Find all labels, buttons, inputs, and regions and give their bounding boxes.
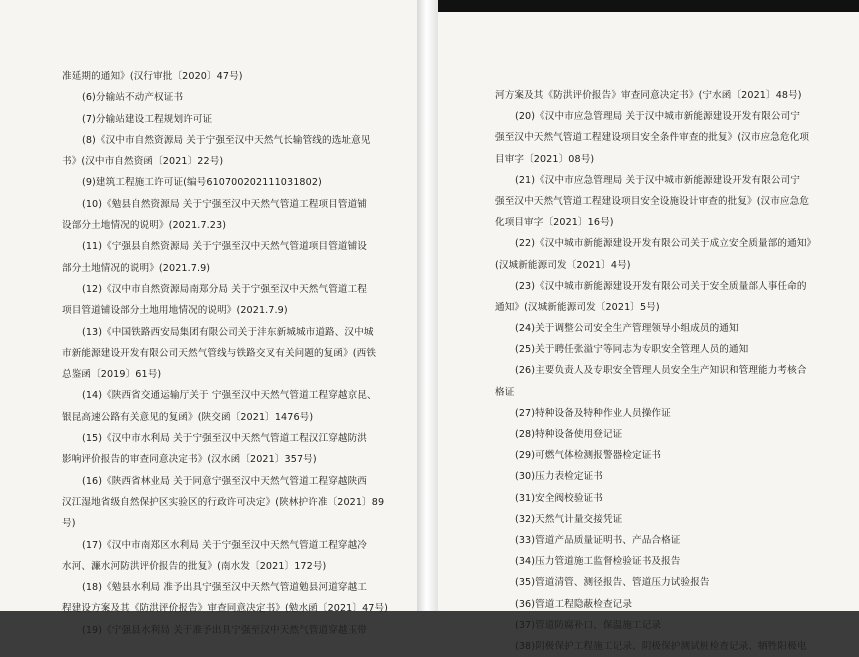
left-page-text-line: (18)《勉县水利局 准予出具宁强至汉中天然气管道勉县河道穿越工 xyxy=(82,582,367,594)
left-page-text-line: (10)《勉县自然资源局 关于宁强至汉中天然气管道工程项目管道铺 xyxy=(82,198,367,210)
left-page-text-line: 水河、濂水河防洪评价报告的批复》(南水发〔2021〕172号) xyxy=(62,560,327,572)
right-page-text-line: (汉城新能源司发〔2021〕4号) xyxy=(495,259,631,271)
left-page-text-line: (16)《陕西省林业局 关于同意宁强至汉中天然气管道工程穿越陕西 xyxy=(82,475,367,487)
left-page-text-line: (14)《陕西省交通运输厅关于 宁强至汉中天然气管道工程穿越京昆、 xyxy=(82,390,377,402)
right-page-text xyxy=(495,85,821,657)
left-page-text-line: (7)分输站建设工程规划许可证 xyxy=(82,113,213,125)
left-page-text xyxy=(62,66,389,641)
right-page-text-line: (23)《汉中城市新能源建设开发有限公司关于安全质量部人事任命的 xyxy=(515,280,807,292)
left-page-text-line: (13)《中国铁路西安局集团有限公司关于沣东新城城市道路、汉中城 xyxy=(82,326,374,338)
right-page-text-line: 河方案及其《防洪评价报告》审查同意决定书》(宁水函〔2021〕48号) xyxy=(495,90,802,101)
right-page-text-line: (20)《汉中市应急管理局 关于汉中城市新能源建设开发有限公司宁 xyxy=(515,111,800,123)
right-page-text-line: 化项目审字〔2021〕16号) xyxy=(495,217,614,229)
left-page-text-line: 项目管道铺设部分土地用地情况的说明》(2021.7.9) xyxy=(62,305,288,317)
right-page-text-line: (36)管道工程隐蔽检查记录 xyxy=(515,598,633,610)
right-page-text-line: 通知》(汉城新能源司发〔2021〕5号) xyxy=(495,301,660,313)
left-page-text-line: (17)《汉中市南郑区水利局 关于宁强至汉中天然气管道工程穿越冷 xyxy=(82,539,367,551)
left-page-text-line: 书》(汉中市自然资函〔2021〕22号) xyxy=(62,156,224,168)
left-page-text-line: (11)《宁强县自然资源局 关于宁强至汉中天然气管道项目管道铺设 xyxy=(82,241,367,253)
right-page-text-line: (31)安全阀校验证书 xyxy=(515,492,603,504)
right-page-text-line: (38)阴极保护工程施工记录、阴极保护测试桩检查记录、牺牲阳极电 xyxy=(515,640,807,652)
right-page-text-line: (35)管道清管、测径报告、管道压力试验报告 xyxy=(515,577,710,589)
left-page-text-line: 程建设方案及其《防洪评价报告》审查同意决定书》(勉水函〔2021〕47号) xyxy=(62,603,389,615)
right-page-text-line: (26)主要负责人及专职安全管理人员安全生产知识和管理能力考核合 xyxy=(515,365,807,377)
right-page-text-line: (24)关于调整公司安全生产管理领导小组成员的通知 xyxy=(515,323,739,335)
right-page-text-line: (27)特种设备及特种作业人员操作证 xyxy=(515,407,671,419)
left-page xyxy=(0,0,417,636)
right-page-text-line: (29)可燃气体检测报警器检定证书 xyxy=(515,450,662,462)
left-page-text-line: (6)分输站不动产权证书 xyxy=(82,92,184,104)
book-gutter xyxy=(417,0,438,611)
right-page-text-line: (28)特种设备使用登记证 xyxy=(515,429,623,440)
left-page-text-line: 号) xyxy=(62,518,76,530)
right-page-text-line: 强至汉中天然气管道工程建设项目安全条件审查的批复》(汉市应急危化项 xyxy=(495,132,810,144)
left-page-text-line: 市新能源建设开发有限公司天然气管线与铁路交叉有关问题的复函》(西铁 xyxy=(62,347,377,359)
right-page-text-line: 强至汉中天然气管道工程建设项目安全设施设计审查的批复》(汉市应急危 xyxy=(495,195,810,207)
right-page-text-line: (32)天然气计量交接凭证 xyxy=(515,513,623,525)
left-page-text-line: 总鉴函〔2019〕61号) xyxy=(62,369,162,381)
left-page-text-line: (12)《汉中市自然资源局南郑分局 关于宁强至汉中天然气管道工程 xyxy=(82,283,367,295)
left-page-text-line: 部分土地情况的说明》(2021.7.9) xyxy=(62,262,211,274)
left-page-text-line: 影响评价报告的审查同意决定书》(汉水函〔2021〕357号) xyxy=(62,454,317,466)
right-page-text-line: (22)《汉中城市新能源建设开发有限公司关于成立安全质量部的通知》 xyxy=(515,238,817,250)
right-page-text-line: (33)管道产品质量证明书、产品合格证 xyxy=(515,534,681,546)
right-page xyxy=(438,0,859,652)
left-page-text-line: 设部分土地情况的说明》(2021.7.23) xyxy=(62,220,227,232)
right-page-text-line: (30)压力表检定证书 xyxy=(515,471,603,483)
right-page-text-line: (37)管道防腐补口、保温施工记录 xyxy=(515,619,662,631)
right-page-text-line: (34)压力管道施工监督检验证书及报告 xyxy=(515,556,681,568)
scan-edge-bar xyxy=(438,0,859,12)
right-page-text-line: (21)《汉中市应急管理局 关于汉中城市新能源建设开发有限公司宁 xyxy=(515,174,800,186)
left-page-text-line: (19)《宁强县水利局 关于准予出具宁强至汉中天然气管道穿越玉带 xyxy=(82,624,367,636)
right-page-text-line: 格证 xyxy=(495,386,515,398)
right-page-text-line: 目审字〔2021〕08号) xyxy=(495,153,595,165)
left-page-text-line: (15)《汉中市水利局 关于宁强至汉中天然气管道工程汉江穿越防洪 xyxy=(82,433,367,445)
left-page-text-line: (8)《汉中市自然资源局 关于宁强至汉中天然气长输管线的选址意见 xyxy=(82,134,371,146)
right-page-text-line: (25)关于聘任张溢宁等同志为专职安全管理人员的通知 xyxy=(515,344,749,356)
left-page-text-line: 准延期的通知》(汉行审批〔2020〕47号) xyxy=(62,71,243,82)
left-page-text-line: 银昆高速公路有关意见的复函》(陕交函〔2021〕1476号) xyxy=(62,411,314,423)
left-page-text-line: 汉江湿地省级自然保护区实验区的行政许可决定》(陕林护许准〔2021〕89 xyxy=(62,496,385,508)
left-page-text-line: (9)建筑工程施工许可证(编号610700202111031802) xyxy=(82,177,322,189)
